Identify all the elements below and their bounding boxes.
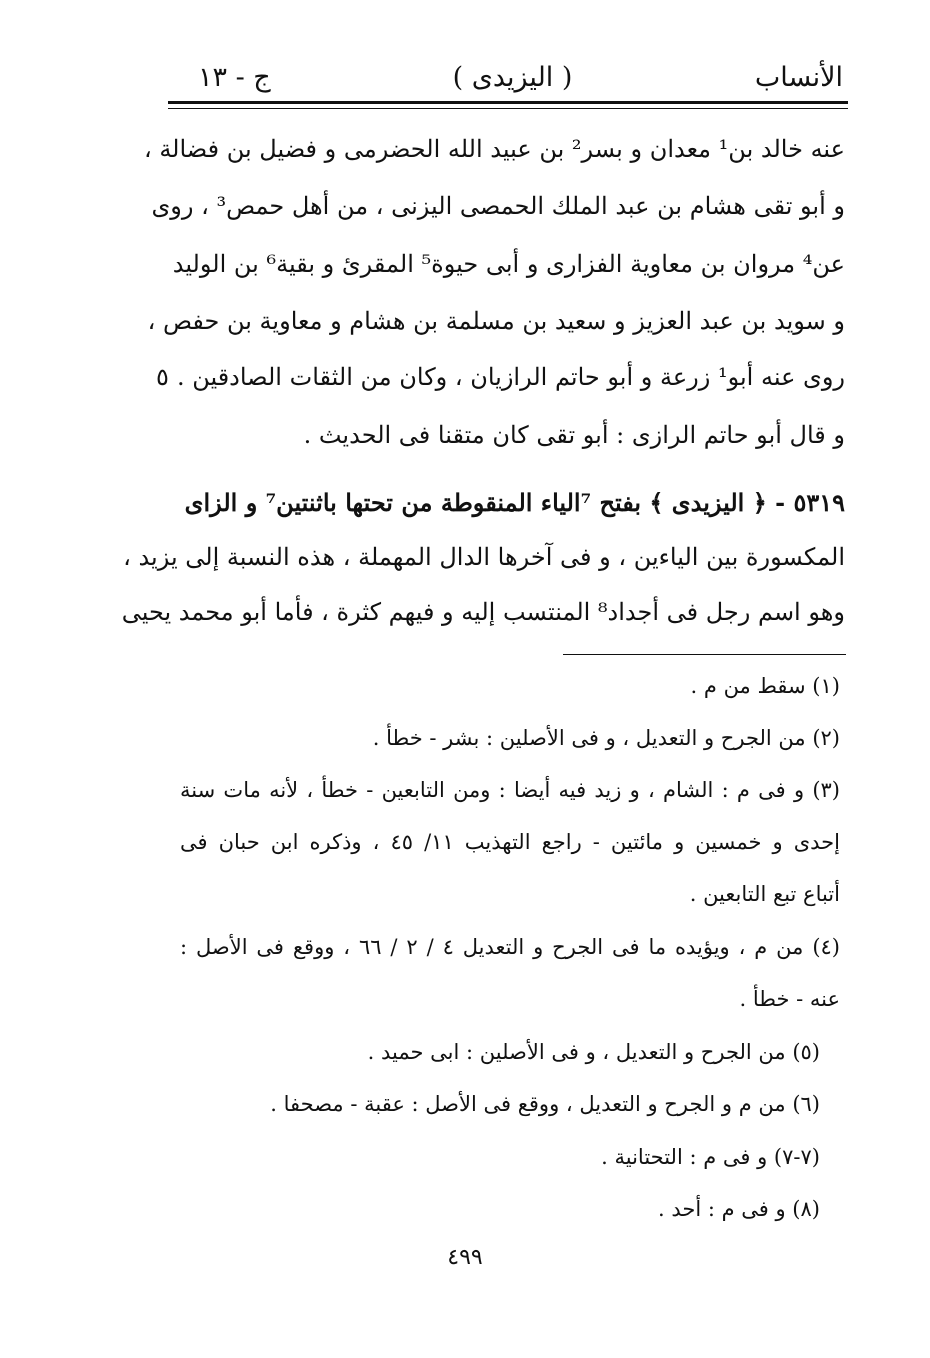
footnote-line: إحدى و خمسين و مائتين - راجع التهذيب ١١/ ٤٥ ، وذكره ابن حبان فى <box>180 830 840 854</box>
book-title: الأنساب <box>754 62 843 93</box>
body-line: المكسورة بين الياءين ، و فى آخرها الدال المهملة ، هذه النسبة إلى يزيد ، <box>123 543 845 571</box>
header-rule-thick <box>168 101 848 104</box>
entry-heading-line: ٥٣١٩ - ﴿ اليزيدى ﴾ بفتح ⁷الياء المنقوطة من تحتها باثنتين⁷ و الزاى <box>184 488 845 517</box>
entry-title: ( اليزيدى ) <box>452 62 573 93</box>
footnote-line: (٥) من الجرح و التعديل ، و فى الأصلين : ابى حميد . <box>367 1040 820 1064</box>
footnote-line: (٤) من م ، ويؤيده ما فى الجرح و التعديل ٤ / ٢ / ٦٦ ، ووقع فى الأصل : <box>180 935 840 959</box>
margin-line-number: ٥ <box>156 363 169 391</box>
footnote-separator <box>563 654 846 655</box>
header-rule-thin <box>168 108 848 109</box>
body-line: و أبو تقى هشام بن عبد الملك الحمصى اليزنى ، من أهل حمص³ ، روى <box>151 192 845 220</box>
footnote-line: (٨) و فى م : أحد . <box>657 1197 820 1221</box>
footnote-line: أتباع تبع التابعين . <box>689 882 840 906</box>
footnote-line: (٣) و فى م : الشام ، و زيد فيه أيضا : ومن التابعين - خطأ ، لأنه مات سنة <box>180 778 840 802</box>
body-line: و سويد بن عبد العزيز و سعيد بن مسلمة بن هشام و معاوية بن حفص ، <box>147 307 845 335</box>
body-line: عنه خالد بن¹ معدان و بسر² بن عبيد الله الحضرمى و فضيل بن فضالة ، <box>143 135 845 163</box>
footnote-line: (٦) من م و الجرح و التعديل ، ووقع فى الأصل : عقبة - مصحفا . <box>270 1092 820 1116</box>
body-line: روى عنه أبو¹ زرعة و أبو حاتم الرازيان ، وكان من الثقات الصادقين . <box>176 363 845 391</box>
volume-label: ج - ١٣ <box>198 62 271 93</box>
body-line: وهو اسم رجل فى أجداد⁸ المنتسب إليه و فيهم كثرة ، فأما أبو محمد يحيى <box>121 598 845 626</box>
footnote-line: (١) سقط من م . <box>690 674 840 698</box>
body-line: و قال أبو حاتم الرازى : أبو تقى كان متقنا فى الحديث . <box>303 421 845 449</box>
footnote-line: عنه - خطأ . <box>739 987 840 1011</box>
footnote-line: (٢) من الجرح و التعديل ، و فى الأصلين : بشر - خطأ . <box>372 726 840 750</box>
body-line: عن⁴ مروان بن معاوية الفزارى و أبى حيوة⁵ المقرئ و بقية⁶ بن الوليد <box>172 250 845 278</box>
running-header <box>180 58 845 100</box>
footnote-line: (٧-٧) و فى م : التحتانية . <box>601 1145 820 1169</box>
page-number: ٤٩٩ <box>447 1245 483 1270</box>
